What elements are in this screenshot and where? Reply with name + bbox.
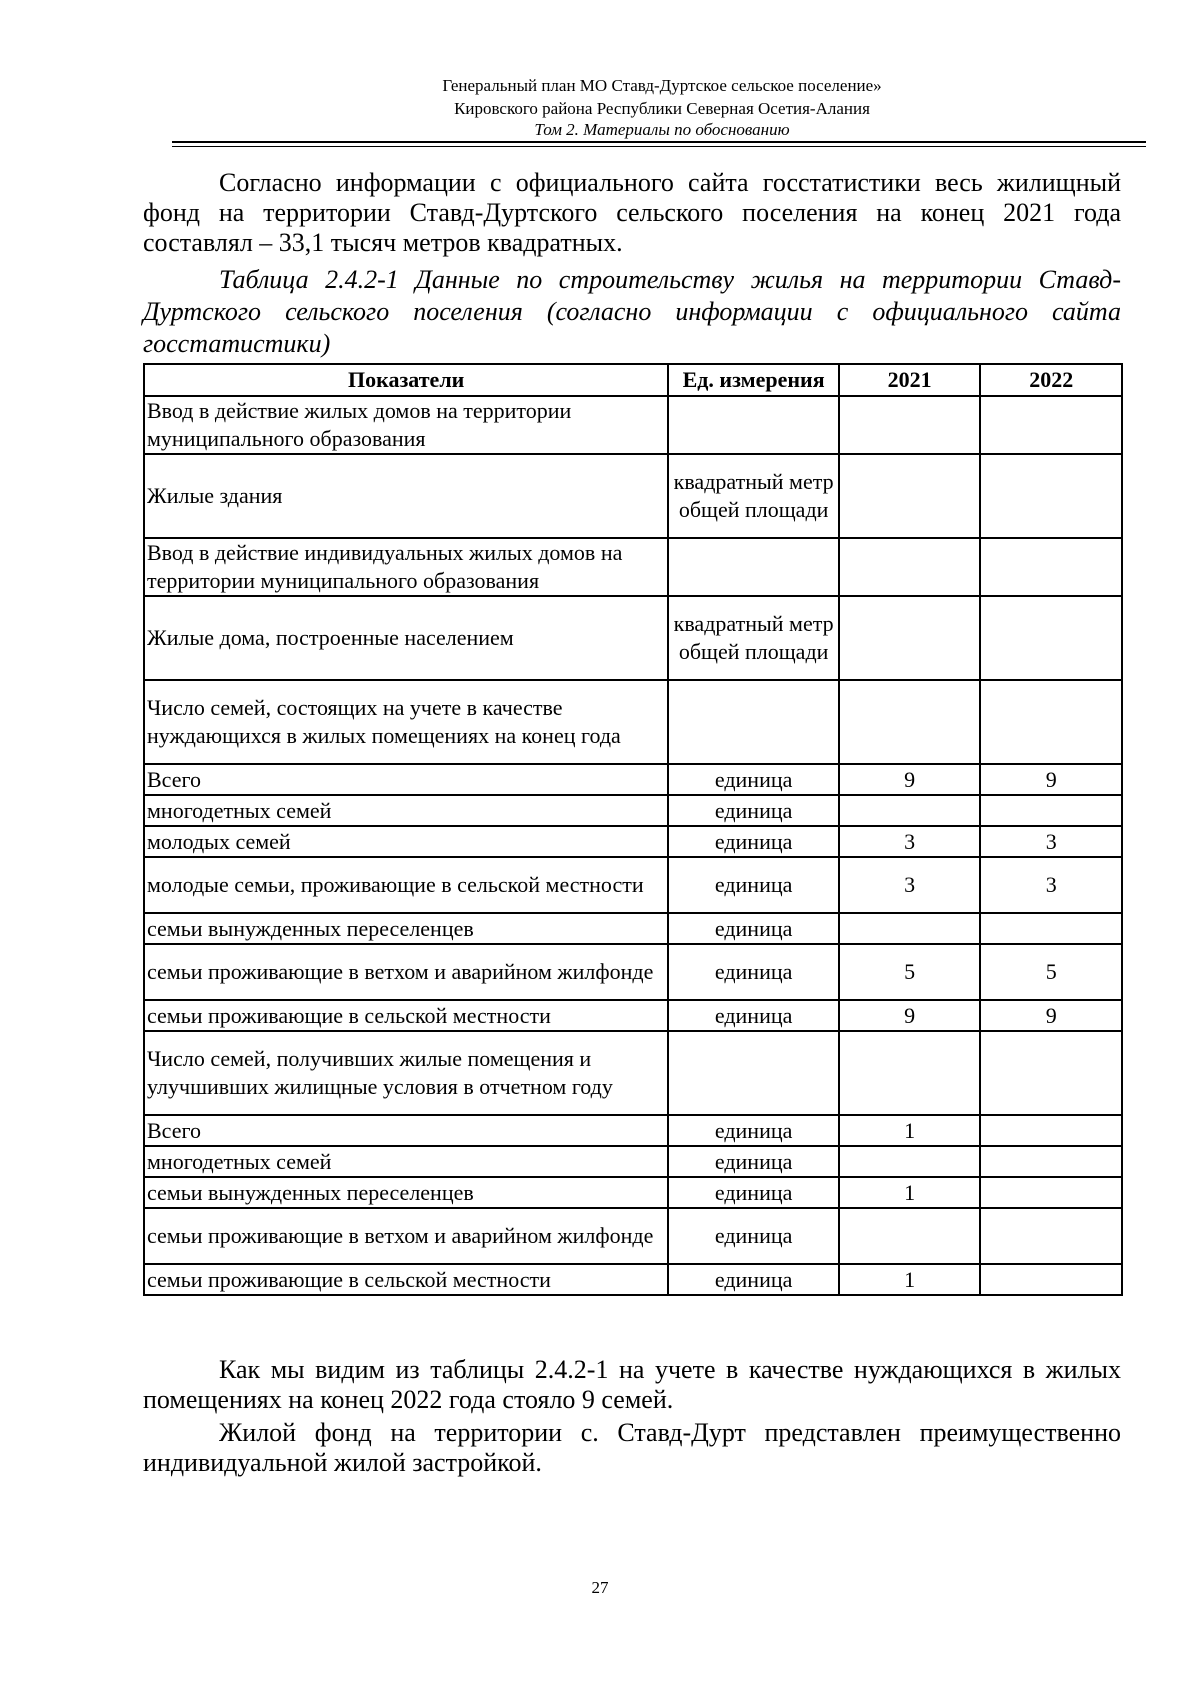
table-caption [143, 264, 1121, 360]
conclusion-paragraph-text: Как мы видим из таблицы 2.4.2-1 на учете в качестве нуждающихся в жилых помещениях на конец 2022 года стояло 9 семей. [143, 1355, 1121, 1414]
table-row [144, 1115, 1122, 1146]
row-label: многодетных семей [144, 1146, 668, 1177]
row-2021: 1 [839, 1115, 981, 1146]
row-label: семьи вынужденных переселенцев [144, 913, 668, 944]
page-number: 27 [591, 1578, 609, 1597]
header-indicator: Показатели [144, 364, 668, 396]
row-unit [668, 680, 839, 764]
header-unit: Ед. измерения [668, 364, 839, 396]
row-unit: единица [668, 1177, 839, 1208]
row-2021 [839, 795, 981, 826]
row-label: молодые семьи, проживающие в сельской местности [144, 857, 668, 913]
row-2021: 3 [839, 826, 981, 857]
row-2022 [980, 1031, 1122, 1115]
row-unit: единица [668, 857, 839, 913]
intro-paragraph [143, 168, 1121, 258]
header-2021: 2021 [839, 364, 981, 396]
row-2022 [980, 454, 1122, 538]
table-row [144, 454, 1122, 538]
table-row [144, 857, 1122, 913]
row-label: семьи вынужденных переселенцев [144, 1177, 668, 1208]
row-2021: 9 [839, 1000, 981, 1031]
row-2021 [839, 596, 981, 680]
table-row [144, 944, 1122, 1000]
row-unit: единица [668, 1208, 839, 1264]
row-unit [668, 396, 839, 454]
row-2022 [980, 596, 1122, 680]
row-label: семьи проживающие в сельской местности [144, 1264, 668, 1295]
row-label: многодетных семей [144, 795, 668, 826]
row-2021 [839, 680, 981, 764]
row-unit: единица [668, 1146, 839, 1177]
row-2021: 3 [839, 857, 981, 913]
row-unit: единица [668, 826, 839, 857]
row-unit: квадратный метр общей площади [668, 596, 839, 680]
row-2022 [980, 1115, 1122, 1146]
table-row [144, 538, 1122, 596]
row-2022: 5 [980, 944, 1122, 1000]
table-row [144, 826, 1122, 857]
row-label: семьи проживающие в сельской местности [144, 1000, 668, 1031]
row-2021 [839, 1146, 981, 1177]
housing-stock-paragraph-text: Жилой фонд на территории с. Ставд-Дурт представлен преимущественно индивидуальной жилой застройкой. [143, 1418, 1121, 1477]
table-caption-text: Таблица 2.4.2-1 Данные по строительству жилья на территории Ставд-Дуртского сельского поселения (согласно информации с официального сайта госстатистики) [143, 265, 1121, 358]
row-2022 [980, 1177, 1122, 1208]
table-row [144, 680, 1122, 764]
row-unit: единица [668, 764, 839, 795]
table-row [144, 1208, 1122, 1264]
row-2022: 9 [980, 1000, 1122, 1031]
row-2022 [980, 1264, 1122, 1295]
row-label: Ввод в действие жилых домов на территории муниципального образования [144, 396, 668, 454]
table-header-row [144, 364, 1122, 396]
table-row [144, 913, 1122, 944]
row-unit: единица [668, 1264, 839, 1295]
header-volume-line: Том 2. Материалы по обоснованию [534, 120, 790, 139]
row-2022: 3 [980, 857, 1122, 913]
row-2022 [980, 538, 1122, 596]
row-label: Жилые здания [144, 454, 668, 538]
header-rule [172, 141, 1146, 147]
table-row [144, 795, 1122, 826]
row-2021 [839, 396, 981, 454]
row-unit [668, 538, 839, 596]
row-unit: единица [668, 944, 839, 1000]
row-label: Число семей, получивших жилые помещения и улучшивших жилищные условия в отчетном году [144, 1031, 668, 1115]
row-unit: квадратный метр общей площади [668, 454, 839, 538]
row-2022 [980, 795, 1122, 826]
row-2021 [839, 538, 981, 596]
row-2022 [980, 680, 1122, 764]
table-row [144, 764, 1122, 795]
row-label: Число семей, состоящих на учете в качестве нуждающихся в жилых помещениях на конец года [144, 680, 668, 764]
row-2022: 3 [980, 826, 1122, 857]
row-label: семьи проживающие в ветхом и аварийном жилфонде [144, 944, 668, 1000]
table-row [144, 1000, 1122, 1031]
table-row [144, 1146, 1122, 1177]
row-2022 [980, 913, 1122, 944]
row-2022 [980, 1208, 1122, 1264]
header-2022: 2022 [980, 364, 1122, 396]
row-2022 [980, 1146, 1122, 1177]
table-row [144, 1177, 1122, 1208]
row-2021 [839, 454, 981, 538]
row-label: молодых семей [144, 826, 668, 857]
row-unit: единица [668, 913, 839, 944]
header-region-line: Кировского района Республики Северная Осетия-Алания [454, 99, 870, 118]
row-label: семьи проживающие в ветхом и аварийном жилфонде [144, 1208, 668, 1264]
table-row [144, 596, 1122, 680]
housing-stock-paragraph [143, 1418, 1121, 1478]
row-2021 [839, 1208, 981, 1264]
row-unit: единица [668, 795, 839, 826]
row-unit: единица [668, 1000, 839, 1031]
row-2021: 5 [839, 944, 981, 1000]
table-row [144, 396, 1122, 454]
row-2022 [980, 396, 1122, 454]
row-2021: 9 [839, 764, 981, 795]
row-label: Ввод в действие индивидуальных жилых домов на территории муниципального образования [144, 538, 668, 596]
row-label: Жилые дома, построенные населением [144, 596, 668, 680]
row-label: Всего [144, 1115, 668, 1146]
row-label: Всего [144, 764, 668, 795]
row-2021: 1 [839, 1177, 981, 1208]
row-2021: 1 [839, 1264, 981, 1295]
table-row [144, 1031, 1122, 1115]
row-2021 [839, 1031, 981, 1115]
row-2022: 9 [980, 764, 1122, 795]
row-2021 [839, 913, 981, 944]
housing-table [143, 363, 1123, 1296]
header-title-line: Генеральный план МО Ставд-Дуртское сельское поселение» [442, 76, 882, 95]
conclusion-paragraph [143, 1355, 1121, 1415]
intro-paragraph-text: Согласно информации с официального сайта госстатистики весь жилищный фонд на территории Ставд-Дуртского сельского поселения на конец 2021 года составлял – 33,1 тысяч метров квадратных. [143, 168, 1121, 257]
row-unit [668, 1031, 839, 1115]
row-unit: единица [668, 1115, 839, 1146]
table-row [144, 1264, 1122, 1295]
